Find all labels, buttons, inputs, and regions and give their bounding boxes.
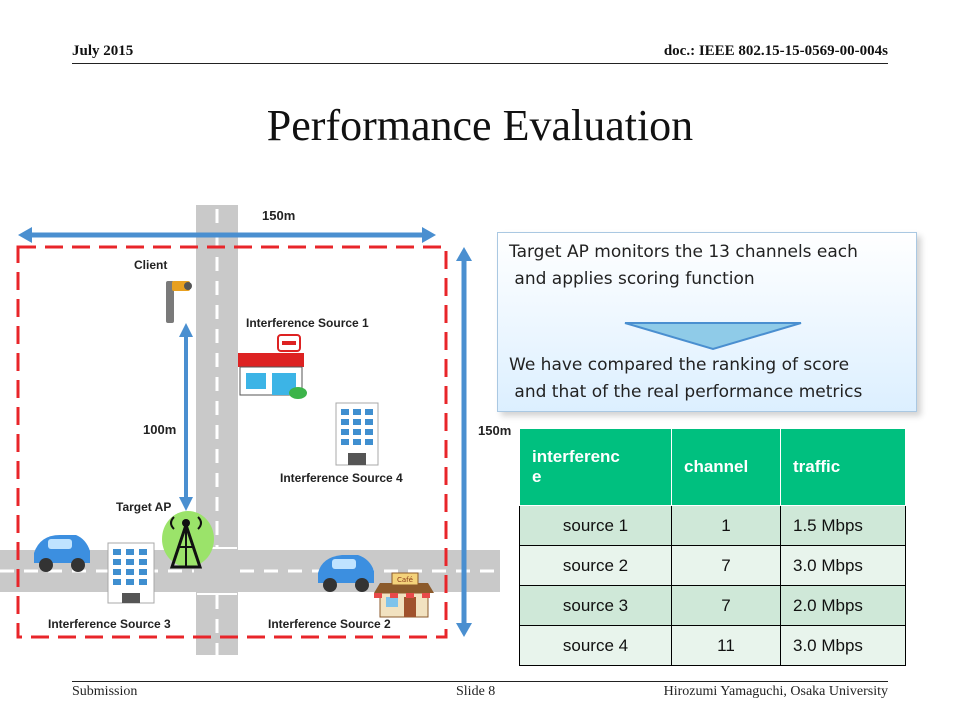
source3-label: Interference Source 3: [48, 617, 171, 631]
footer-slide-number: Slide 8: [456, 684, 496, 699]
target-ap-tower-icon: [162, 511, 214, 567]
footer-divider: [72, 681, 888, 682]
header-doc-id: doc.: IEEE 802.15-15-0569-00-004s: [663, 43, 888, 59]
cell-source: source 3: [520, 586, 672, 626]
source2-label: Interference Source 2: [268, 617, 391, 631]
method-callout: [497, 232, 917, 412]
table-header-row: [520, 429, 906, 506]
callout-step1: [509, 239, 858, 293]
cell-traffic: 3.0 Mbps: [781, 626, 906, 666]
distance-label: 100m: [143, 422, 177, 437]
footer-author: Hirozumi Yamaguchi, Osaka University: [663, 684, 888, 699]
header-traffic: traffic: [781, 429, 906, 506]
header-channel: channel: [672, 429, 781, 506]
client-label: Client: [134, 258, 168, 272]
down-arrow-icon: [623, 321, 803, 351]
callout-line: We have compared the ranking of score: [509, 355, 850, 375]
cell-channel: 7: [672, 586, 781, 626]
cafe-sign: Café: [397, 576, 413, 584]
callout-line: and applies scoring function: [509, 269, 755, 289]
cell-traffic: 3.0 Mbps: [781, 546, 906, 586]
width-label: 150m: [262, 208, 296, 223]
interference-table: [519, 428, 906, 666]
cell-channel: 11: [672, 626, 781, 666]
area-map-diagram: [0, 195, 512, 655]
callout-line: and that of the real performance metrics: [509, 382, 863, 402]
cell-channel: 1: [672, 506, 781, 546]
cell-source: source 2: [520, 546, 672, 586]
source1-label: Interference Source 1: [246, 316, 369, 330]
source4-label: Interference Source 4: [280, 471, 403, 485]
cell-channel: 7: [672, 546, 781, 586]
table-row: [520, 506, 906, 546]
header-date: July 2015: [72, 43, 134, 59]
callout-step2: [509, 352, 862, 406]
table-row: [520, 546, 906, 586]
table-row: [520, 626, 906, 666]
header-divider: [72, 63, 888, 64]
table-row: [520, 586, 906, 626]
office-building-icon: [336, 403, 378, 465]
convenience-store-icon: [238, 335, 307, 399]
cell-source: source 4: [520, 626, 672, 666]
cell-source: source 1: [520, 506, 672, 546]
height-label: 150m: [478, 423, 512, 438]
apartment-building-icon: [108, 543, 154, 603]
target-ap-label: Target AP: [116, 500, 172, 514]
slide-title: Performance Evaluation: [266, 101, 694, 150]
cell-traffic: 1.5 Mbps: [781, 506, 906, 546]
client-device-icon: [166, 281, 192, 323]
header-interference: interferenc e: [520, 429, 672, 506]
cell-traffic: 2.0 Mbps: [781, 586, 906, 626]
callout-line: Target AP monitors the 13 channels each: [509, 242, 858, 262]
footer-submission: Submission: [72, 684, 138, 699]
